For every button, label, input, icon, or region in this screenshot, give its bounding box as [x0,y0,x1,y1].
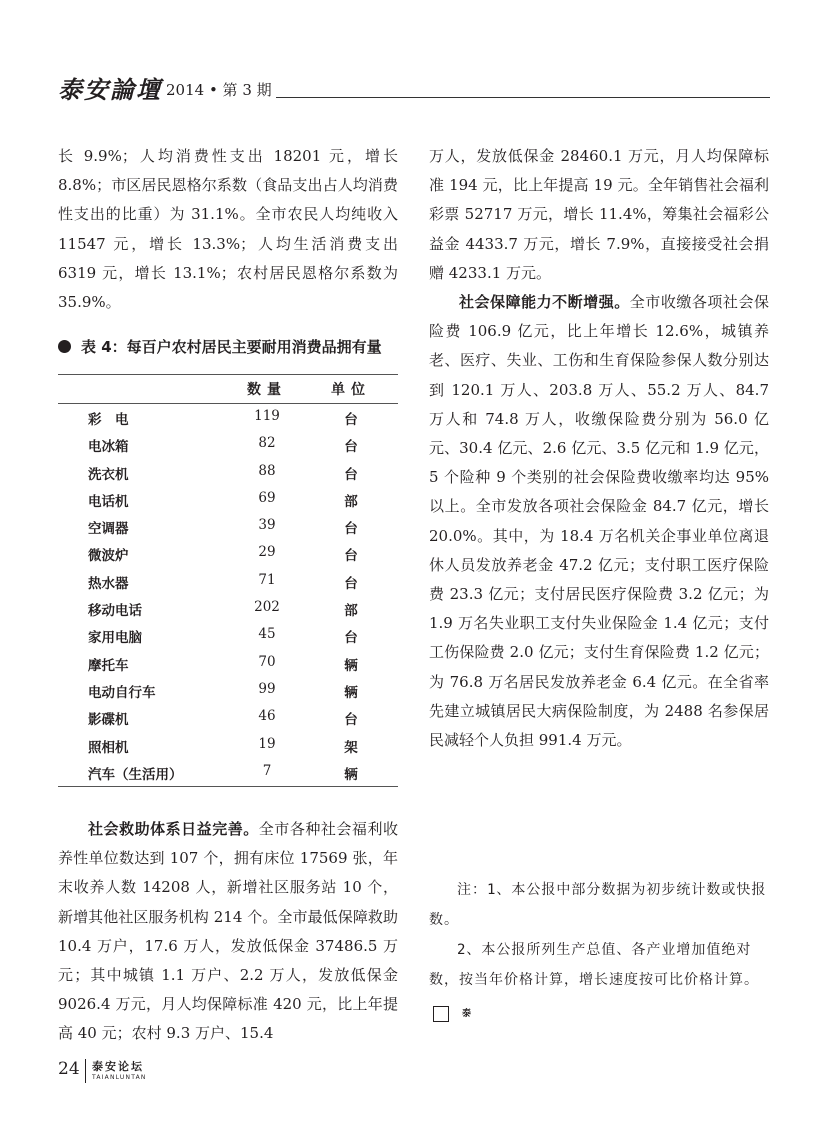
durable-goods-table [58,374,398,788]
header-unit: 单位 [331,382,371,398]
left-column-bottom [58,815,398,1049]
row-name: 摩托车 [88,657,129,674]
paragraph-body: 全市各种社会福利收养性单位数达到 107 个，拥有床位 17569 张，年末收养人数 14208 人，新增社区服务站 10 个，新增其他社区服务机构 214 个。全市最低保障救助 10.4 万户，17.6 万人，发放低保金 37486.5 万元；其中城镇 1.1 万户、2.2 万人，发放低保金 9026.4 万元，月人均保障标准 420 元，比上年提高 40 元；农村 9.3 万户、15.4 [58,820,398,1043]
row-count: 19 [258,735,276,752]
end-mark-icon: 泰 [433,1006,449,1022]
table-row [58,568,398,595]
row-name: 照相机 [88,739,129,756]
row-unit: 台 [344,712,358,729]
issue-label: 2014 • 第 3 期 [166,81,272,99]
row-unit: 部 [344,603,358,620]
paragraph-lead: 社会救助体系日益完善。 [88,820,259,838]
table-title-text: 表 4：每百户农村居民主要耐用消费品拥有量 [81,338,382,356]
header-rule [276,97,770,98]
journal-title: 泰安論壇 [58,75,162,104]
bullet-icon [58,340,71,353]
row-name: 电冰箱 [88,439,129,456]
row-unit: 台 [344,521,358,538]
table-row [58,431,398,458]
row-count: 119 [254,408,280,424]
table-row [58,595,398,622]
row-count: 70 [258,653,276,670]
table-header-row [58,374,398,404]
table-row [58,677,398,704]
table-body [58,404,398,786]
row-name: 彩 电 [88,412,129,428]
row-count: 29 [258,544,276,561]
note-1: 注：1、本公报中部分数据为初步统计数或快报数。 [429,882,767,928]
row-unit: 台 [344,439,358,456]
notes-block [429,875,769,1025]
table-row [58,759,398,786]
row-unit: 辆 [344,766,358,783]
row-count: 99 [258,680,276,697]
header-count: 数量 [247,382,287,398]
row-name: 微波炉 [88,548,129,565]
row-unit: 台 [344,466,358,483]
right-paragraph-2 [429,288,769,755]
row-unit: 架 [344,739,358,756]
right-column [429,142,769,755]
left-paragraph-2 [58,815,398,1049]
row-name: 洗衣机 [88,466,129,483]
table-row [58,704,398,731]
row-unit: 台 [344,548,358,565]
row-name: 电动自行车 [88,684,156,701]
note-2-text: 2、本公报所列生产总值、各产业增加值绝对数，按当年价格计算，增长速度按可比价格计算。 [429,942,759,988]
row-count: 39 [258,517,276,534]
table-row [58,622,398,649]
row-unit: 台 [344,630,358,647]
page-footer [58,1057,258,1087]
row-name: 汽车（生活用） [88,766,183,783]
table-row [58,404,398,431]
page-number: 24 [58,1059,80,1079]
table-title [58,336,398,360]
right-paragraph-1: 万人，发放低保金 28460.1 万元，月人均保障标准 194 元，比上年提高 19 元。全年销售社会福利彩票 52717 万元，增长 11.4%，筹集社会福彩公益金 4433.7 万元，增长 7.9%，直接接受社会捐赠 4233.1 万元。 [429,147,769,282]
row-count: 46 [258,708,276,725]
row-count: 202 [254,599,280,616]
row-name: 移动电话 [88,603,142,620]
footer-divider [85,1059,86,1083]
row-count: 71 [258,571,276,588]
row-count: 7 [262,762,272,779]
row-count: 88 [258,462,276,479]
note-2 [429,935,769,1025]
row-count: 69 [258,489,276,506]
table-row [58,459,398,486]
paragraph-lead: 社会保障能力不断增强。 [459,293,630,312]
footer-journal-name: 泰安论坛 [92,1060,144,1073]
row-unit: 台 [344,412,358,428]
row-unit: 台 [344,575,358,592]
row-unit: 辆 [344,657,358,674]
left-paragraph-1: 长 9.9%；人均消费性支出 18201 元，增长 8.8%；市区居民恩格尔系数（食品支出占人均消费性支出的比重）为 31.1%。全市农民人均纯收入 11547 元，增长 13.3%；人均生活消费支出 6319 元，增长 13.1%；农村居民恩格尔系数为 35.9%。 [58,147,398,312]
row-unit: 部 [344,493,358,510]
row-name: 空调器 [88,521,129,538]
row-name: 家用电脑 [88,630,142,647]
table-row [58,650,398,677]
table-row [58,540,398,567]
paragraph-body: 全市收缴各项社会保险费 106.9 亿元，比上年增长 12.6%，城镇养老、医疗、失业、工伤和生育保险参保人数分别达到 120.1 万人、203.8 万人、55.2 万人、84.7 万人和 74.8 万人，收缴保险费分别为 56.0 亿元、30.4 亿元、2.6 亿元、3.5 亿元和 1.9 亿元，5 个险种 9 个类别的社会保险费收缴率均达 95% 以上。全市发放各项社会保险金 84.7 亿元，增长 20.0%。其中，为 18.4 万名机关企事业单位离退休人员发放养老金 47.2 亿元；支付职工医疗保险费 23.3 亿元；支付居民医疗保险费 3.2 亿元；为 1.9 万名失业职工支付失业保险金 1.4 亿元；支付工伤保险费 2.0 亿元；支付生育保险费 1.2 亿元；为 76.8 万名居民发放养老金 6.4 亿元。在全省率先建立城镇居民大病保险制度，为 2488 名参保居民减轻个人负担 991.4 万元。 [429,293,769,750]
row-count: 45 [258,626,276,643]
left-column-top [58,142,398,317]
footer-journal-pinyin: TAIANLUNTAN [92,1074,147,1081]
table-row [58,732,398,759]
row-name: 影碟机 [88,712,129,729]
table-row [58,486,398,513]
row-count: 82 [258,435,276,452]
table-bottom-rule [58,786,398,787]
row-unit: 辆 [344,684,358,701]
table-row [58,513,398,540]
row-name: 电话机 [88,493,129,510]
page-header [58,66,770,106]
row-name: 热水器 [88,575,129,592]
